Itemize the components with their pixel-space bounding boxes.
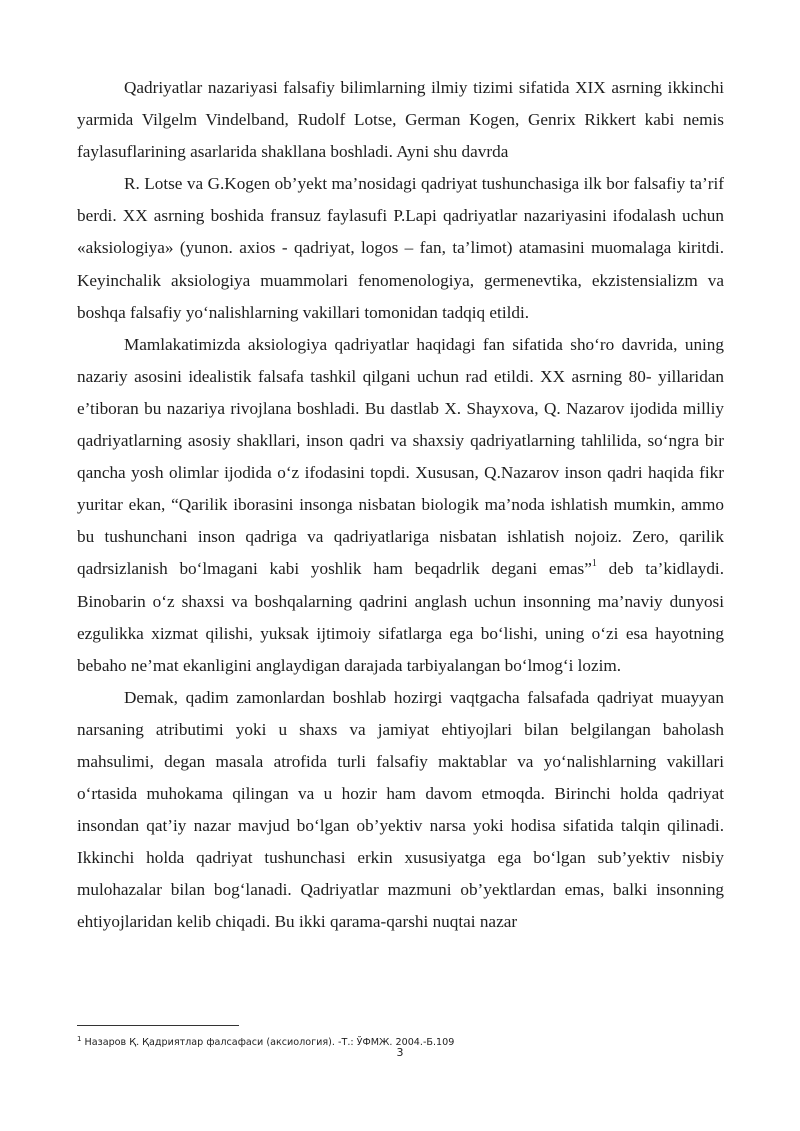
text-line: Xususan, Q.Nazarov inson qadri haqida fikr yuritar ekan, “Qarilik iborasini insonga [77, 463, 724, 515]
footnote-reference[interactable]: 1 [591, 557, 597, 569]
text-line: qadriyatlariga nisbatan ishlatish nojoiz. Zero, qarilik qadrsizlanish bo‘lmagani kabi [77, 527, 725, 579]
text-line: boshqalarning qadrini anglash uchun insonning ma’naviy dunyosi ezgulikka xizmat [77, 591, 724, 643]
text-line: emas, balki insonning ehtiyojlaridan kelib chiqadi. Bu ikki qarama-qarshi nuqtai nazar [77, 880, 725, 932]
text-line: uning nazariy asosini idealistik falsafa tashkil qilgani uchun rad etildi. XX asrning 80- [77, 334, 724, 386]
text-line: ekanligini anglaydigan darajada tarbiyalangan bo‘lmog‘i lozim. [182, 655, 622, 675]
text-line: talqin qilinadi. Ikkinchi holda qadriyat tushunchasi erkin xususiyatga ega bo‘lgan [77, 816, 725, 868]
text-line: Qadriyatlar nazariyasi falsafiy bilimlarning ilmiy tizimi sifatida XIX asrning [124, 78, 662, 97]
text-line: falsafiy ta’rif berdi. XX asrning boshida fransuz faylasufi P.Lapi qadriyatlar [77, 174, 724, 226]
text-line: nazariyasini ifodalash uchun «aksiologiya» (yunon. axios - qadriyat, logos – fan, [77, 206, 724, 258]
paragraph-3 [77, 329, 724, 682]
footnote-text: Назаров Қ. Қадриятлар фалсафаси (аксиология). -Т.: ЎФМЖ. 2004.-Б.109 [81, 1037, 455, 1049]
text-line: Mamlakatimizda aksiologiya qadriyatlar haqidagi fan sifatida sho‘ro davrida, [124, 334, 678, 354]
page-number: 3 [396, 1046, 404, 1059]
text-line: kabi nemis faylasuflarining asarlarida shakllana boshladi. Ayni shu davrda [77, 110, 724, 162]
text-line: deb ta’kidlaydi. Binobarin o‘z shaxsi va [77, 559, 724, 611]
quote-end: yoshlik ham beqadrlik degani emas” [310, 559, 592, 579]
text-line: R. Lotse va G.Kogen ob’yekt ma’nosidagi qadriyat tushunchasiga ilk bor [124, 174, 630, 194]
body-text [77, 72, 724, 939]
text-line: qadriyat insondan qat’iy nazar mavjud bo‘lgan ob’yektiv narsa yoki hodisa sifatida [77, 784, 725, 836]
text-line: nisbatan biologik ma’noda ishlatish mumkin, ammo bu tushunchani inson qadriga va [77, 495, 724, 547]
text-line: muayyan narsaning atributimi yoki u shaxs va jamiyat ehtiyojlari bilan belgilangan [77, 687, 724, 739]
paragraph-1 [77, 72, 724, 168]
paragraph-2 [77, 168, 724, 328]
paragraph-4 [77, 682, 724, 939]
text-line: sub’yektiv nisbiy mulohazalar bilan bog‘lanadi. Qadriyatlar mazmuni ob’yektlardan [77, 848, 724, 900]
text-line: yillaridan e’tiboran bu nazariya rivojlana boshladi. Bu dastlab X. Shayxova, Q. [77, 366, 725, 418]
footnote-separator [77, 1025, 239, 1026]
text-line: Demak, qadim zamonlardan boshlab hozirgi vaqtgacha falsafada qadriyat [124, 687, 654, 707]
footnote-number: 1 [77, 1035, 82, 1043]
text-line: qilishi, yuksak ijtimoiy sifatlarga ega bo‘lishi, uning o‘zi esa hayotning bebaho ne’mat [77, 623, 724, 675]
text-line: Nazarov ijodida milliy qadriyatlarning asosiy shakllari, inson qadri va shaxsiy [77, 398, 724, 451]
text-line: vakillari o‘rtasida muhokama qilingan va u hozir ham davom etmoqda. Birinchi holda [77, 751, 724, 804]
text-line: fenomenologiya, germenevtika, ekzistensializm va boshqa falsafiy yo‘nalishlarning [77, 270, 724, 322]
text-line: vakillari tomonidan tadqiq etildi. [302, 302, 530, 322]
text-line: baholash mahsulimi, degan masala atrofida turli falsafiy maktablar va yo‘nalishlarning [77, 719, 725, 771]
text-line: ta’limot) atamasini muomalaga kiritdi. Keyinchalik aksiologiya muammolari [77, 238, 724, 290]
text-line: qadriyatlarning tahlilida, so‘ngra bir qancha yosh olimlar ijodida o‘z ifodasini topdi. [77, 431, 724, 483]
text-line: ikkinchi yarmida Vilgelm Vindelband, Rudolf Lotse, German Kogen, Genrix Rikkert [77, 78, 725, 130]
